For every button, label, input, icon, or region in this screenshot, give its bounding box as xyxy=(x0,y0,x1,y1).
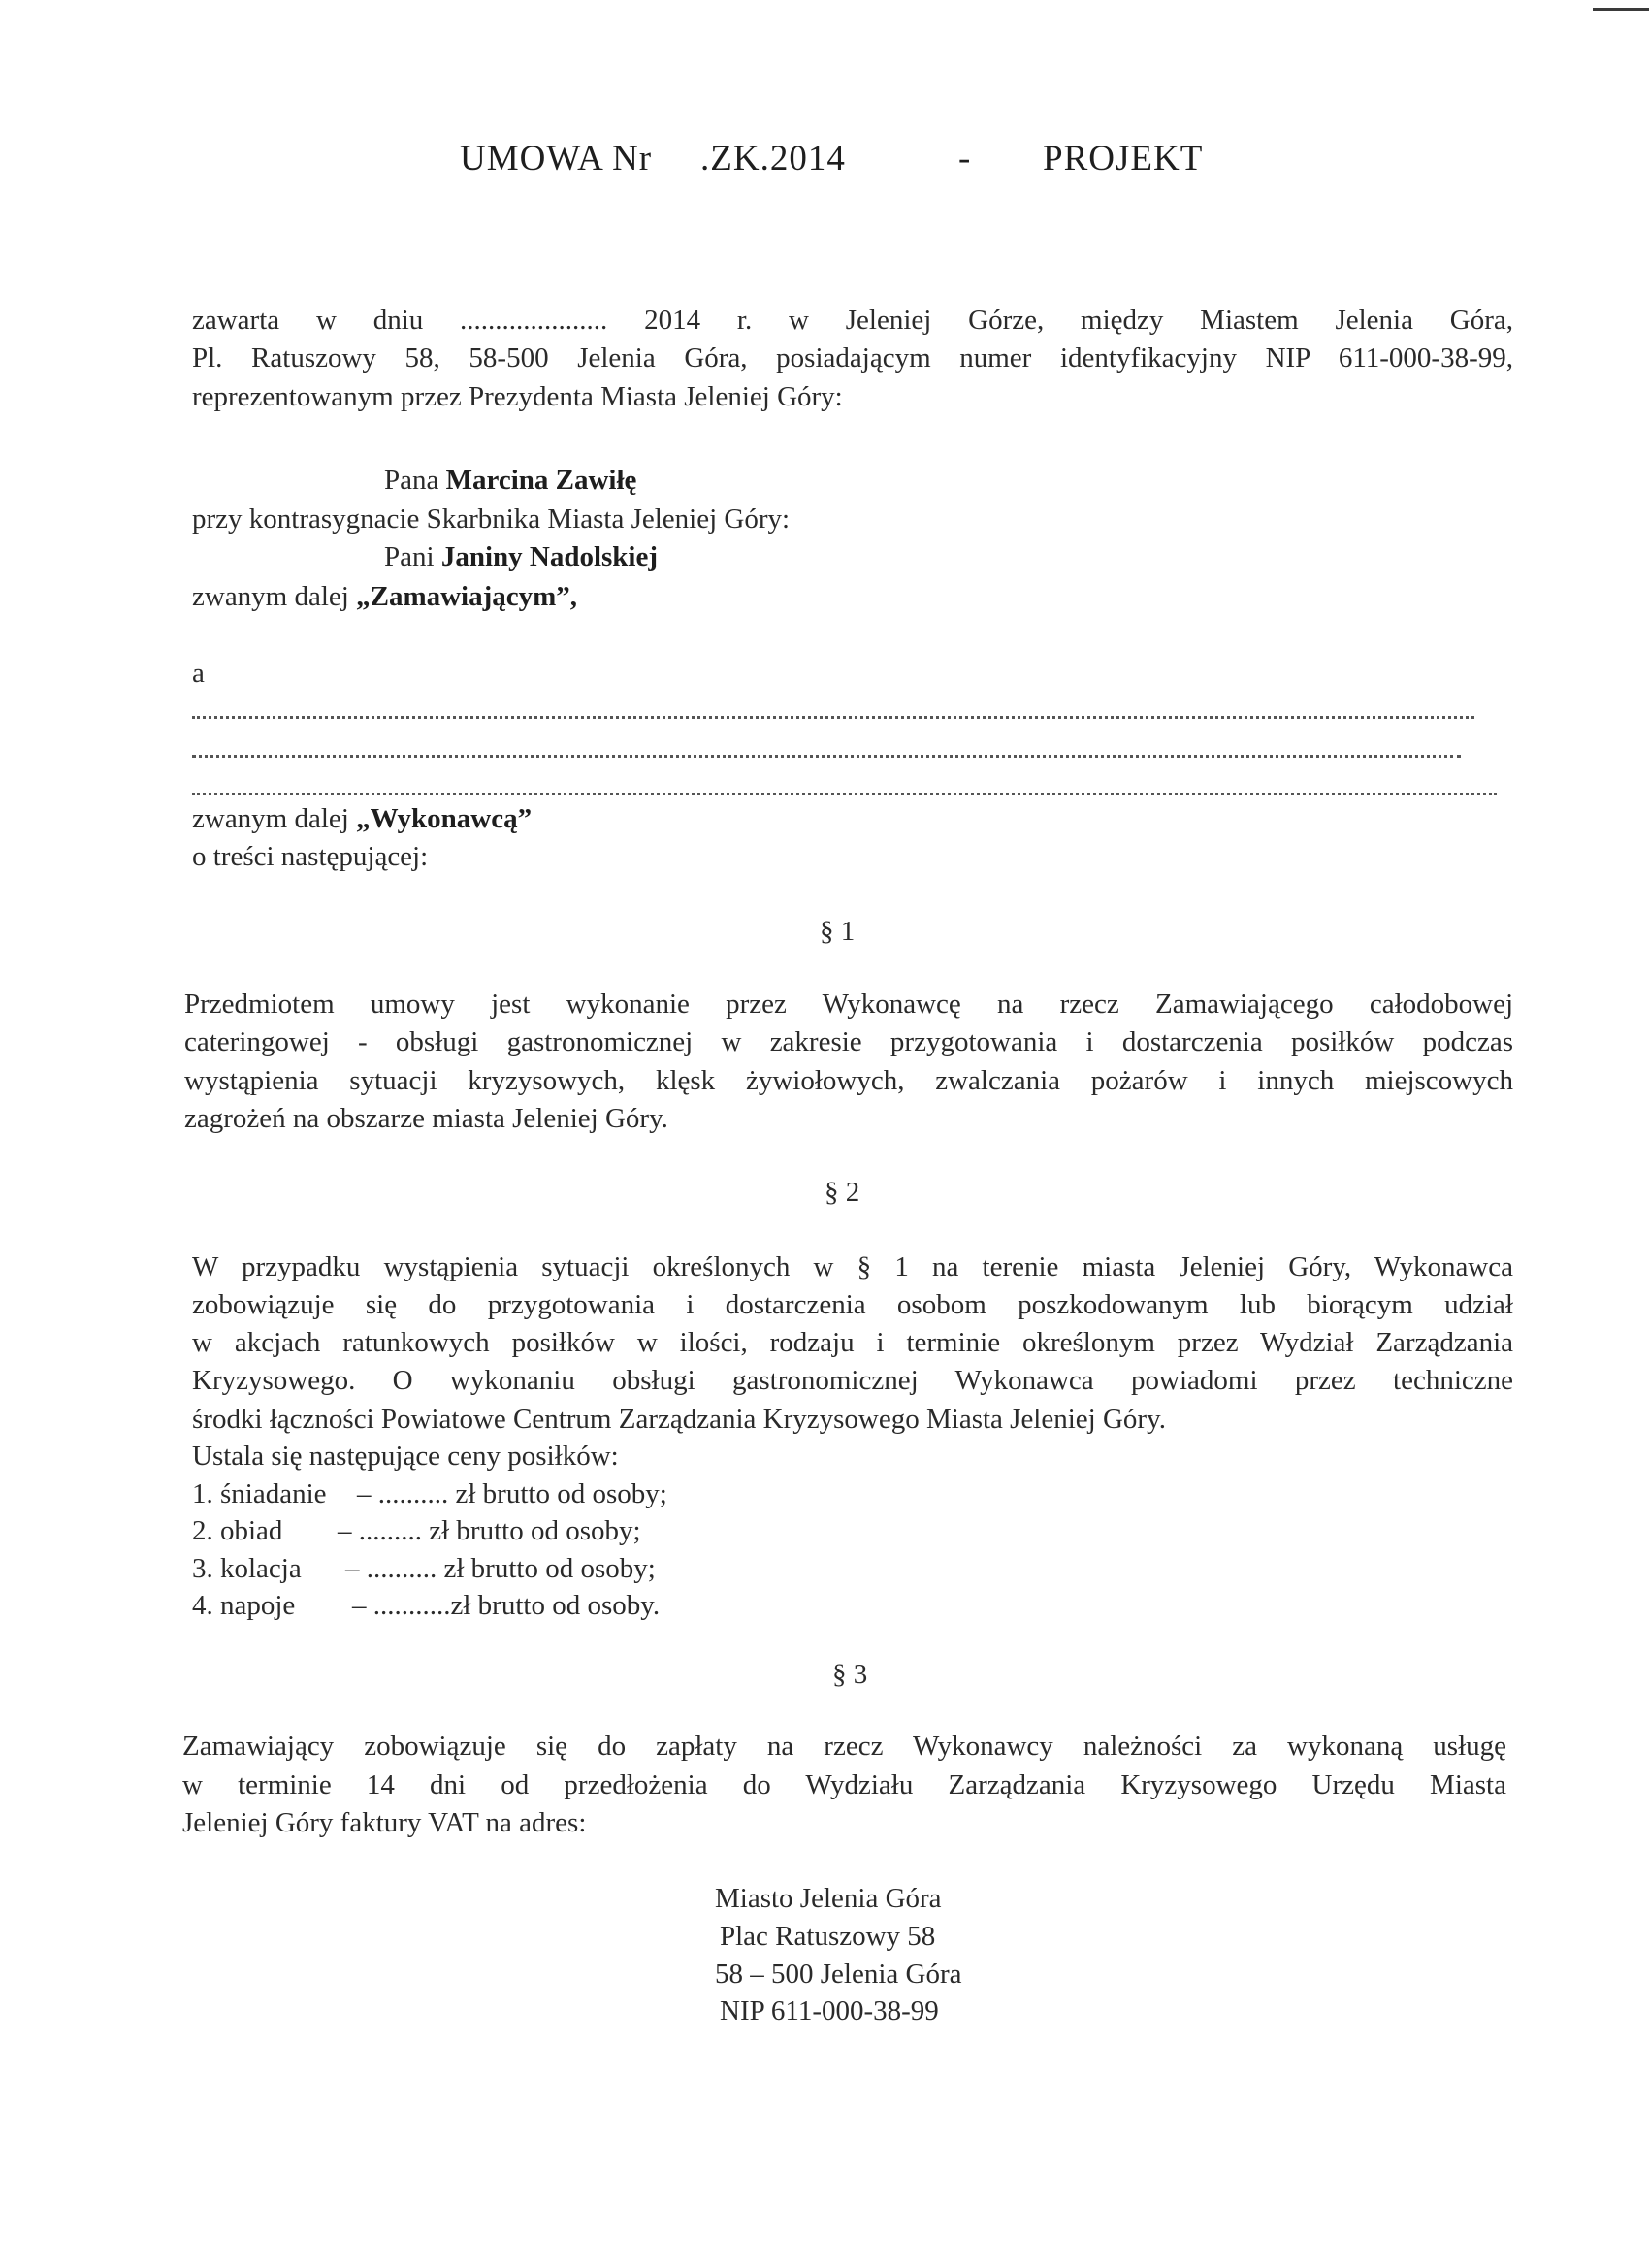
price-row xyxy=(192,1552,871,1585)
mayor-name: Marcina Zawiłę xyxy=(445,465,637,496)
section-1-line-2: cateringowej - obsługi gastronomicznej w zakresie przygotowania i dostarczenia posiłków podczas xyxy=(184,1026,1513,1057)
section-1-heading: § 1 xyxy=(820,916,856,947)
treasurer-line xyxy=(384,540,658,573)
scan-edge-mark xyxy=(1593,8,1649,11)
price-value: – .......... zł brutto od osoby; xyxy=(345,1553,656,1584)
mayor-prefix: Pana xyxy=(384,465,439,496)
section-3-heading: § 3 xyxy=(832,1659,868,1690)
price-value: – ...........zł brutto od osoby. xyxy=(352,1590,661,1621)
intro-line-2: Pl. Ratuszowy 58, 58-500 Jelenia Góra, posiadającym numer identyfikacyjny NIP 611-000-38-99, xyxy=(192,342,1513,373)
address-line-2: Plac Ratuszowy 58 xyxy=(720,1921,936,1952)
conjunction-a: a xyxy=(192,658,205,689)
price-row xyxy=(192,1589,871,1622)
section-2-line-5: środki łączności Powiatowe Centrum Zarządzania Kryzysowego Miasta Jeleniej Góry. xyxy=(192,1404,1166,1435)
address-line-3: 58 – 500 Jelenia Góra xyxy=(715,1959,962,1990)
section-2-line-1: W przypadku wystąpienia sytuacji określonych w § 1 na terenie miasta Jeleniej Góry, Wykonawca xyxy=(192,1251,1513,1282)
price-value: – .......... zł brutto od osoby; xyxy=(357,1478,667,1509)
price-label: 3. kolacja xyxy=(192,1553,302,1584)
content-intro: o treści następującej: xyxy=(192,841,429,872)
intro-line-3: reprezentowanym przez Prezydenta Miasta Jeleniej Góry: xyxy=(192,381,843,412)
countersign-line: przy kontrasygnacie Skarbnika Miasta Jeleniej Góry: xyxy=(192,503,791,535)
contractor-called-prefix: zwanym dalej xyxy=(192,803,349,834)
price-label: 1. śniadanie xyxy=(192,1478,327,1509)
price-value: – ......... zł brutto od osoby; xyxy=(338,1515,641,1546)
orderer-called-prefix: zwanym dalej xyxy=(192,581,349,612)
section-2-line-3: w akcjach ratunkowych posiłków w ilości, rodzaju i terminie określonym przez Wydział Zarządzania xyxy=(192,1327,1513,1358)
price-row xyxy=(192,1514,871,1547)
section-2-line-4: Kryzysowego. O wykonaniu obsługi gastronomicznej Wykonawca powiadomi przez techniczne xyxy=(192,1365,1513,1396)
address-line-4: NIP 611-000-38-99 xyxy=(720,1995,939,2026)
section-3-line-2: w terminie 14 dni od przedłożenia do Wydziału Zarządzania Kryzysowego Urzędu Miasta xyxy=(182,1769,1506,1800)
contractor-called-line xyxy=(192,802,532,835)
price-row xyxy=(192,1477,871,1510)
section-1-line-4: zagrożeń na obszarze miasta Jeleniej Góry. xyxy=(184,1103,668,1134)
prices-intro: Ustala się następujące ceny posiłków: xyxy=(192,1441,619,1472)
title-umowa: UMOWA Nr xyxy=(460,139,653,178)
price-label: 2. obiad xyxy=(192,1515,283,1546)
title-dash: - xyxy=(958,139,972,178)
contractor-called-name: „Wykonawcą” xyxy=(356,803,533,834)
title-projekt: PROJEKT xyxy=(1043,139,1204,178)
contractor-blank-line-3 xyxy=(192,793,1497,795)
section-1-line-3: wystąpienia sytuacji kryzysowych, klęsk żywiołowych, zwalczania pożarów i innych miejscowych xyxy=(184,1065,1513,1096)
section-2-line-2: zobowiązuje się do przygotowania i dostarczenia osobom poszkodowanym lub biorącym udział xyxy=(192,1289,1513,1320)
address-line-1: Miasto Jelenia Góra xyxy=(715,1883,942,1914)
orderer-called-name: „Zamawiającym”, xyxy=(356,581,578,612)
treasurer-name: Janiny Nadolskiej xyxy=(440,541,659,572)
contractor-blank-line-1 xyxy=(192,716,1474,719)
intro-line-1: zawarta w dniu ..................... 2014 r. w Jeleniej Górze, między Miastem Jelenia Góra, xyxy=(192,305,1513,336)
section-2-heading: § 2 xyxy=(824,1177,860,1208)
contractor-blank-line-2 xyxy=(192,755,1461,758)
section-1-line-1: Przedmiotem umowy jest wykonanie przez Wykonawcę na rzecz Zamawiającego całodobowej xyxy=(184,988,1513,1020)
orderer-called-line xyxy=(192,580,577,613)
price-label: 4. napoje xyxy=(192,1590,296,1621)
mayor-line xyxy=(384,464,636,497)
treasurer-prefix: Pani xyxy=(384,541,435,572)
section-3-line-1: Zamawiający zobowiązuje się do zapłaty na rzecz Wykonawcy należności za wykonaną usługę xyxy=(182,1731,1506,1762)
section-3-line-3: Jeleniej Góry faktury VAT na adres: xyxy=(182,1807,587,1838)
title-number: .ZK.2014 xyxy=(700,139,846,178)
